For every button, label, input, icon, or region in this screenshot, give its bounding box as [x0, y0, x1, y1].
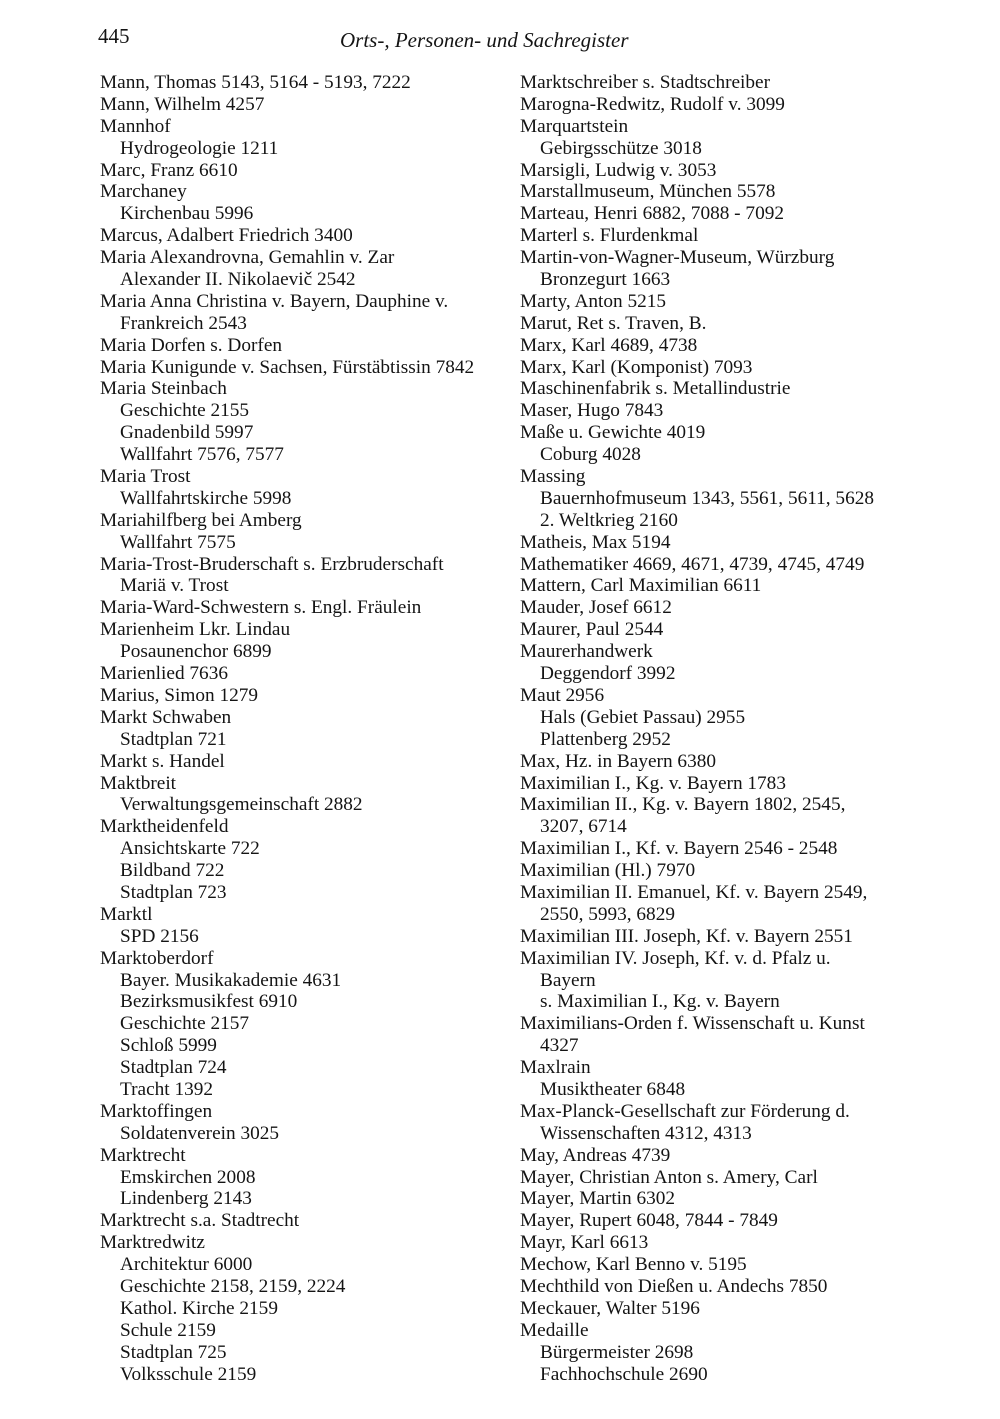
index-subentry: Deggendorf 3992 — [540, 663, 676, 685]
index-entry: Marktoberdorf — [100, 947, 214, 969]
index-entry: Maktbreit — [100, 772, 177, 794]
index-subentry: Tracht 1392 — [120, 1078, 214, 1100]
index-subentry: Frankreich 2543 — [120, 312, 247, 334]
index-subentry: Gnadenbild 5997 — [120, 422, 254, 444]
index-entry: Marquartstein — [520, 115, 629, 137]
index-subentry: Geschichte 2155 — [120, 400, 250, 422]
index-entry: Maut 2956 — [520, 684, 605, 706]
index-entry: Markt s. Handel — [100, 750, 225, 772]
index-entry: Marcus, Adalbert Friedrich 3400 — [100, 225, 353, 247]
index-subentry: Musiktheater 6848 — [540, 1078, 686, 1100]
index-entry: Mann, Wilhelm 4257 — [100, 93, 265, 115]
index-entry: Marktheidenfeld — [100, 816, 229, 838]
index-subentry: Stadtplan 723 — [120, 881, 227, 903]
index-subentry: Architektur 6000 — [120, 1254, 253, 1276]
index-entry: Maximilian I., Kg. v. Bayern 1783 — [520, 772, 786, 794]
index-subentry: Wissenschaften 4312, 4313 — [540, 1122, 752, 1144]
index-entry: Marktredwitz — [100, 1232, 205, 1254]
index-subentry: Wallfahrtskirche 5998 — [120, 487, 292, 509]
index-subentry: SPD 2156 — [120, 925, 199, 947]
index-entry: Maximilians-Orden f. Wissenschaft u. Kunst — [520, 1013, 865, 1035]
index-entry: Mayr, Karl 6613 — [520, 1232, 649, 1254]
index-entry: Marienheim Lkr. Lindau — [100, 619, 291, 641]
index-subentry: Stadtplan 724 — [120, 1057, 227, 1079]
index-entry: Mayer, Rupert 6048, 7844 - 7849 — [520, 1210, 778, 1232]
index-entry: Maria Dorfen s. Dorfen — [100, 334, 283, 356]
index-entry: Maria Kunigunde v. Sachsen, Fürstäbtissin 7842 — [100, 356, 475, 378]
index-entry: Marktoffingen — [100, 1100, 213, 1122]
index-entry: Mariahilfberg bei Amberg — [100, 509, 302, 531]
index-entry: Marstallmuseum, München 5578 — [520, 181, 776, 203]
index-entry: Meckauer, Walter 5196 — [520, 1297, 700, 1319]
index-entry: Maße u. Gewichte 4019 — [520, 422, 706, 444]
index-subentry: s. Maximilian I., Kg. v. Bayern — [540, 991, 780, 1013]
index-entry: Marx, Karl (Komponist) 7093 — [520, 356, 753, 378]
index-entry: Mauder, Josef 6612 — [520, 597, 672, 619]
index-entry: Maximilian II. Emanuel, Kf. v. Bayern 2549, — [520, 881, 868, 903]
index-subentry: Gebirgsschütze 3018 — [540, 137, 702, 159]
index-column-left — [100, 72, 520, 1385]
index-entry: Mannhof — [100, 115, 171, 137]
index-entry: Maximilian II., Kg. v. Bayern 1802, 2545, — [520, 794, 846, 816]
index-subentry: 3207, 6714 — [540, 816, 627, 838]
index-entry: Marktrecht s.a. Stadtrecht — [100, 1210, 300, 1232]
index-subentry: Ansichtskarte 722 — [120, 838, 260, 860]
index-entry: Maria-Trost-Bruderschaft s. Erzbruderschaft — [100, 553, 444, 575]
index-subentry: Bayern — [540, 969, 596, 991]
index-entry: Maria Steinbach — [100, 378, 227, 400]
index-entry: Maurer, Paul 2544 — [520, 619, 664, 641]
index-subentry: Geschichte 2158, 2159, 2224 — [120, 1275, 346, 1297]
index-subentry: Bildband 722 — [120, 860, 225, 882]
running-title: Orts-, Personen- und Sachregister — [340, 28, 629, 52]
index-entry: Maschinenfabrik s. Metallindustrie — [520, 378, 791, 400]
index-entry: Marterl s. Flurdenkmal — [520, 225, 699, 247]
index-subentry: Bronzegurt 1663 — [540, 269, 671, 291]
index-entry: Maurerhandwerk — [520, 641, 653, 663]
index-entry: Maximilian IV. Joseph, Kf. v. d. Pfalz u. — [520, 947, 831, 969]
index-entry: Maximilian (Hl.) 7970 — [520, 860, 696, 882]
page-number: 445 — [98, 24, 130, 48]
index-entry: Maximilian III. Joseph, Kf. v. Bayern 2551 — [520, 925, 853, 947]
index-subentry: Geschichte 2157 — [120, 1013, 250, 1035]
index-entry: Marktschreiber s. Stadtschreiber — [520, 72, 771, 93]
index-subentry: Soldatenverein 3025 — [120, 1122, 280, 1144]
index-entry: Marktl — [100, 903, 153, 925]
index-entry: Marktrecht — [100, 1144, 186, 1166]
index-subentry: Schloß 5999 — [120, 1035, 217, 1057]
index-subentry: Stadtplan 725 — [120, 1341, 227, 1363]
index-subentry: Volksschule 2159 — [120, 1363, 257, 1385]
index-entry: Maria Anna Christina v. Bayern, Dauphine v. — [100, 290, 449, 312]
index-entry: Massing — [520, 466, 586, 488]
index-entry: Martin-von-Wagner-Museum, Würzburg — [520, 247, 835, 269]
index-subentry: Alexander II. Nikolaevič 2542 — [120, 269, 356, 291]
index-entry: Marchaney — [100, 181, 187, 203]
index-subentry: Mariä v. Trost — [120, 575, 229, 597]
index-entry: Mattern, Carl Maximilian 6611 — [520, 575, 762, 597]
index-entry: Maser, Hugo 7843 — [520, 400, 664, 422]
index-subentry: Coburg 4028 — [540, 444, 641, 466]
index-entry: Maxlrain — [520, 1057, 591, 1079]
index-entry: Marius, Simon 1279 — [100, 684, 259, 706]
index-entry: Mechow, Karl Benno v. 5195 — [520, 1254, 747, 1276]
index-subentry: Lindenberg 2143 — [120, 1188, 252, 1210]
index-entry: Maria Alexandrovna, Gemahlin v. Zar — [100, 247, 395, 269]
index-subentry: Posaunenchor 6899 — [120, 641, 272, 663]
index-entry: Marteau, Henri 6882, 7088 - 7092 — [520, 203, 784, 225]
index-entry: Marienlied 7636 — [100, 663, 228, 685]
index-subentry: Wallfahrt 7575 — [120, 531, 236, 553]
index-subentry: Kathol. Kirche 2159 — [120, 1297, 278, 1319]
index-subentry: Plattenberg 2952 — [540, 728, 671, 750]
index-entry: Maximilian I., Kf. v. Bayern 2546 - 2548 — [520, 838, 838, 860]
index-subentry: Bürgermeister 2698 — [540, 1341, 694, 1363]
index-entry: Maria Trost — [100, 466, 191, 488]
index-entry: Marsigli, Ludwig v. 3053 — [520, 159, 717, 181]
index-subentry: 2550, 5993, 6829 — [540, 903, 675, 925]
index-entry: Marut, Ret s. Traven, B. — [520, 312, 707, 334]
index-entry: Max, Hz. in Bayern 6380 — [520, 750, 716, 772]
index-entry: Marx, Karl 4689, 4738 — [520, 334, 698, 356]
index-entry: Marty, Anton 5215 — [520, 290, 667, 312]
index-subentry: Hydrogeologie 1211 — [120, 137, 279, 159]
index-entry: Markt Schwaben — [100, 706, 232, 728]
index-subentry: Bauernhofmuseum 1343, 5561, 5611, 5628 — [540, 487, 874, 509]
index-column-right — [520, 72, 940, 1385]
index-subentry: Stadtplan 721 — [120, 728, 227, 750]
index-entry: Max-Planck-Gesellschaft zur Förderung d. — [520, 1100, 850, 1122]
index-entry: Mayer, Christian Anton s. Amery, Carl — [520, 1166, 818, 1188]
index-subentry: 2. Weltkrieg 2160 — [540, 509, 678, 531]
index-subentry: Emskirchen 2008 — [120, 1166, 256, 1188]
index-entry: Matheis, Max 5194 — [520, 531, 671, 553]
index-entry: Medaille — [520, 1319, 589, 1341]
index-subentry: Fachhochschule 2690 — [540, 1363, 708, 1385]
index-entry: May, Andreas 4739 — [520, 1144, 671, 1166]
index-entry: Mann, Thomas 5143, 5164 - 5193, 7222 — [100, 72, 411, 93]
index-entry: Maria-Ward-Schwestern s. Engl. Fräulein — [100, 597, 422, 619]
index-entry: Marc, Franz 6610 — [100, 159, 238, 181]
index-entry: Mechthild von Dießen u. Andechs 7850 — [520, 1275, 828, 1297]
index-subentry: Verwaltungsgemeinschaft 2882 — [120, 794, 363, 816]
index-subentry: 4327 — [540, 1035, 579, 1057]
index-subentry: Kirchenbau 5996 — [120, 203, 254, 225]
index-subentry: Bezirksmusikfest 6910 — [120, 991, 298, 1013]
index-subentry: Hals (Gebiet Passau) 2955 — [540, 706, 746, 728]
index-subentry: Schule 2159 — [120, 1319, 216, 1341]
index-subentry: Wallfahrt 7576, 7577 — [120, 444, 284, 466]
index-entry: Marogna-Redwitz, Rudolf v. 3099 — [520, 93, 785, 115]
index-subentry: Bayer. Musikakademie 4631 — [120, 969, 342, 991]
index-entry: Mathematiker 4669, 4671, 4739, 4745, 4749 — [520, 553, 865, 575]
index-entry: Mayer, Martin 6302 — [520, 1188, 676, 1210]
